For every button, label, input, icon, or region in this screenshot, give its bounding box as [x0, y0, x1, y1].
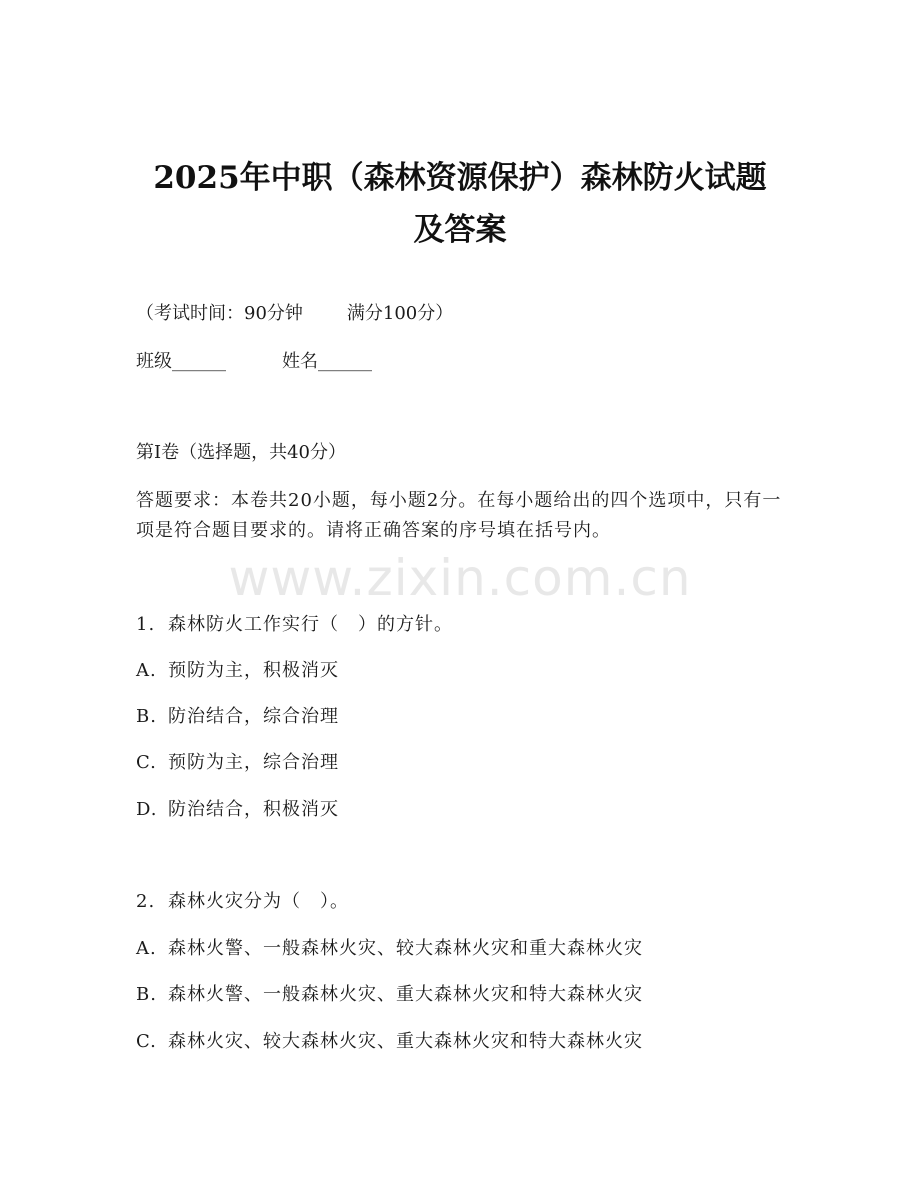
question-option [136, 936, 643, 962]
option-letter: A. [136, 938, 157, 959]
option-letter: C. [136, 752, 157, 773]
option-letter: D. [136, 799, 158, 820]
option-text: 预防为主，综合治理 [168, 752, 339, 773]
option-text: 森林火警、一般森林火灾、重大森林火灾和特大森林火灾 [168, 984, 643, 1005]
question-stem [136, 612, 453, 638]
option-text: 森林火警、一般森林火灾、较大森林火灾和重大森林火灾 [168, 938, 643, 959]
question-option [136, 982, 643, 1008]
question-stem [136, 889, 349, 915]
question-text: 森林火灾分为（ ）。 [168, 891, 349, 912]
question-option [136, 658, 339, 684]
option-letter: B. [136, 984, 157, 1005]
question-text: 森林防火工作实行（ ）的方针。 [168, 614, 453, 635]
option-letter: A. [136, 660, 157, 681]
class-field: 班级______ [136, 351, 226, 372]
section-title: 第I卷（选择题，共40分） [136, 442, 347, 463]
option-text: 预防为主，积极消灭 [168, 660, 339, 681]
section-instructions: 答题要求：本卷共20小题，每小题2分。在每小题给出的四个选项中，只有一项是符合题目要求的。请将正确答案的序号填在括号内。 [136, 490, 782, 541]
student-info-row [136, 349, 372, 375]
exam-score: 满分100分） [346, 303, 454, 324]
question-number: 2. [136, 891, 156, 912]
option-text: 防治结合，积极消灭 [168, 799, 339, 820]
watermark: www.zixin.com.cn [228, 549, 692, 607]
exam-time: （考试时间：90分钟 [136, 303, 303, 324]
question-number: 1. [136, 614, 156, 635]
question-option [136, 704, 339, 730]
question-option [136, 750, 339, 776]
document-title-line-1: 2025年中职（森林资源保护）森林防火试题 [153, 160, 767, 196]
option-text: 森林火灾、较大森林火灾、重大森林火灾和特大森林火灾 [168, 1031, 643, 1052]
option-text: 防治结合，综合治理 [168, 706, 339, 727]
exam-info [136, 301, 453, 327]
name-field: 姓名______ [282, 351, 372, 372]
question-option [136, 1029, 643, 1055]
document-title-line-2: 及答案 [413, 212, 507, 248]
question-option [136, 797, 339, 823]
option-letter: C. [136, 1031, 157, 1052]
option-letter: B. [136, 706, 157, 727]
